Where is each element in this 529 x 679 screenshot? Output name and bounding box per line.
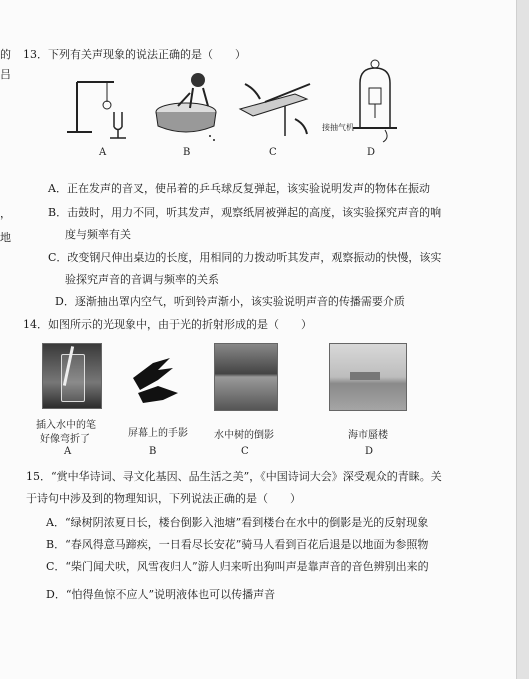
ruler-figure: [235, 74, 315, 139]
pump-label: 接抽气机: [322, 123, 354, 132]
q13-option-d: D．逐渐抽出罩内空气，听到铃声渐小，该实验说明声音的传播需要介质: [55, 295, 405, 308]
hand-shadow-figure: [128, 348, 183, 408]
q13-option-b-cont: 度与频率有关: [65, 228, 131, 241]
pen-in-water-photo: [42, 343, 102, 409]
q13-label-d: D: [367, 147, 376, 158]
tree-reflection-photo: [214, 343, 278, 411]
q15-option-d: D．“怕得鱼惊不应人”说明液体也可以传播声音: [46, 588, 276, 601]
q15-stem-line1: 15．“赏中华诗词、寻文化基因、品生活之美”，《中国诗词大会》深受观众的青睐。关: [26, 470, 442, 483]
q13-option-a: A．正在发声的音叉，使吊着的乒乓球反复弹起，该实验说明发声的物体在振动: [48, 182, 430, 195]
q15-option-b: B．“春风得意马蹄疾，一日看尽长安花”骑马人看到百花后退是以地面为参照物: [46, 538, 429, 551]
mirage-photo: [329, 343, 407, 411]
q15-option-c: C．“柴门闻犬吠，风雪夜归人”游人归来听出狗叫声是靠声音的音色辨别出来的: [46, 560, 429, 573]
q13-label-c: C: [269, 147, 277, 158]
q15-option-a: A．“绿树阴浓夏日长，楼台倒影入池塘”看到楼台在水中的倒影是光的反射现象: [46, 516, 429, 529]
q14-label-b: B: [149, 446, 157, 457]
q13-option-c: C．改变钢尺伸出桌边的长度，用相同的力拨动听其发声，观察振动的快慢，该实: [48, 251, 442, 264]
bell-jar-figure: [345, 58, 405, 143]
q14-caption-a-line2: 好像弯折了: [40, 434, 90, 445]
q14-caption-b: 屏幕上的手影: [128, 428, 188, 439]
q13-option-b: B．击鼓时，用力不同，听其发声，观察纸屑被弹起的高度，该实验探究声音的响: [48, 206, 442, 219]
q13-option-c-cont: 验探究声音的音调与频率的关系: [65, 273, 219, 286]
q13-stem: 13．下列有关声现象的说法正确的是（ ）: [23, 48, 246, 61]
scrollbar-track[interactable]: [516, 0, 529, 679]
q14-label-d: D: [365, 446, 374, 457]
margin-fragment-1: 的: [0, 48, 11, 61]
q13-label-b: B: [183, 147, 191, 158]
margin-fragment-3: ，: [0, 207, 11, 220]
drum-figure: [148, 68, 228, 148]
q14-label-a: A: [64, 446, 72, 457]
q14-stem: 14．如图所示的光现象中，由于光的折射形成的是（ ）: [23, 318, 312, 331]
q14-caption-d: 海市蜃楼: [348, 430, 388, 441]
q13-label-a: A: [99, 147, 107, 158]
tuning-fork-figure: [62, 72, 142, 142]
margin-fragment-4: 地: [0, 231, 11, 244]
q14-label-c: C: [241, 446, 249, 457]
q14-caption-c: 水中树的倒影: [214, 430, 274, 441]
q15-stem-line2: 于诗句中涉及到的物理知识，下列说法正确的是（ ）: [26, 492, 301, 505]
margin-fragment-2: 吕: [0, 68, 11, 81]
q14-caption-a-line1: 插入水中的笔: [36, 420, 96, 431]
